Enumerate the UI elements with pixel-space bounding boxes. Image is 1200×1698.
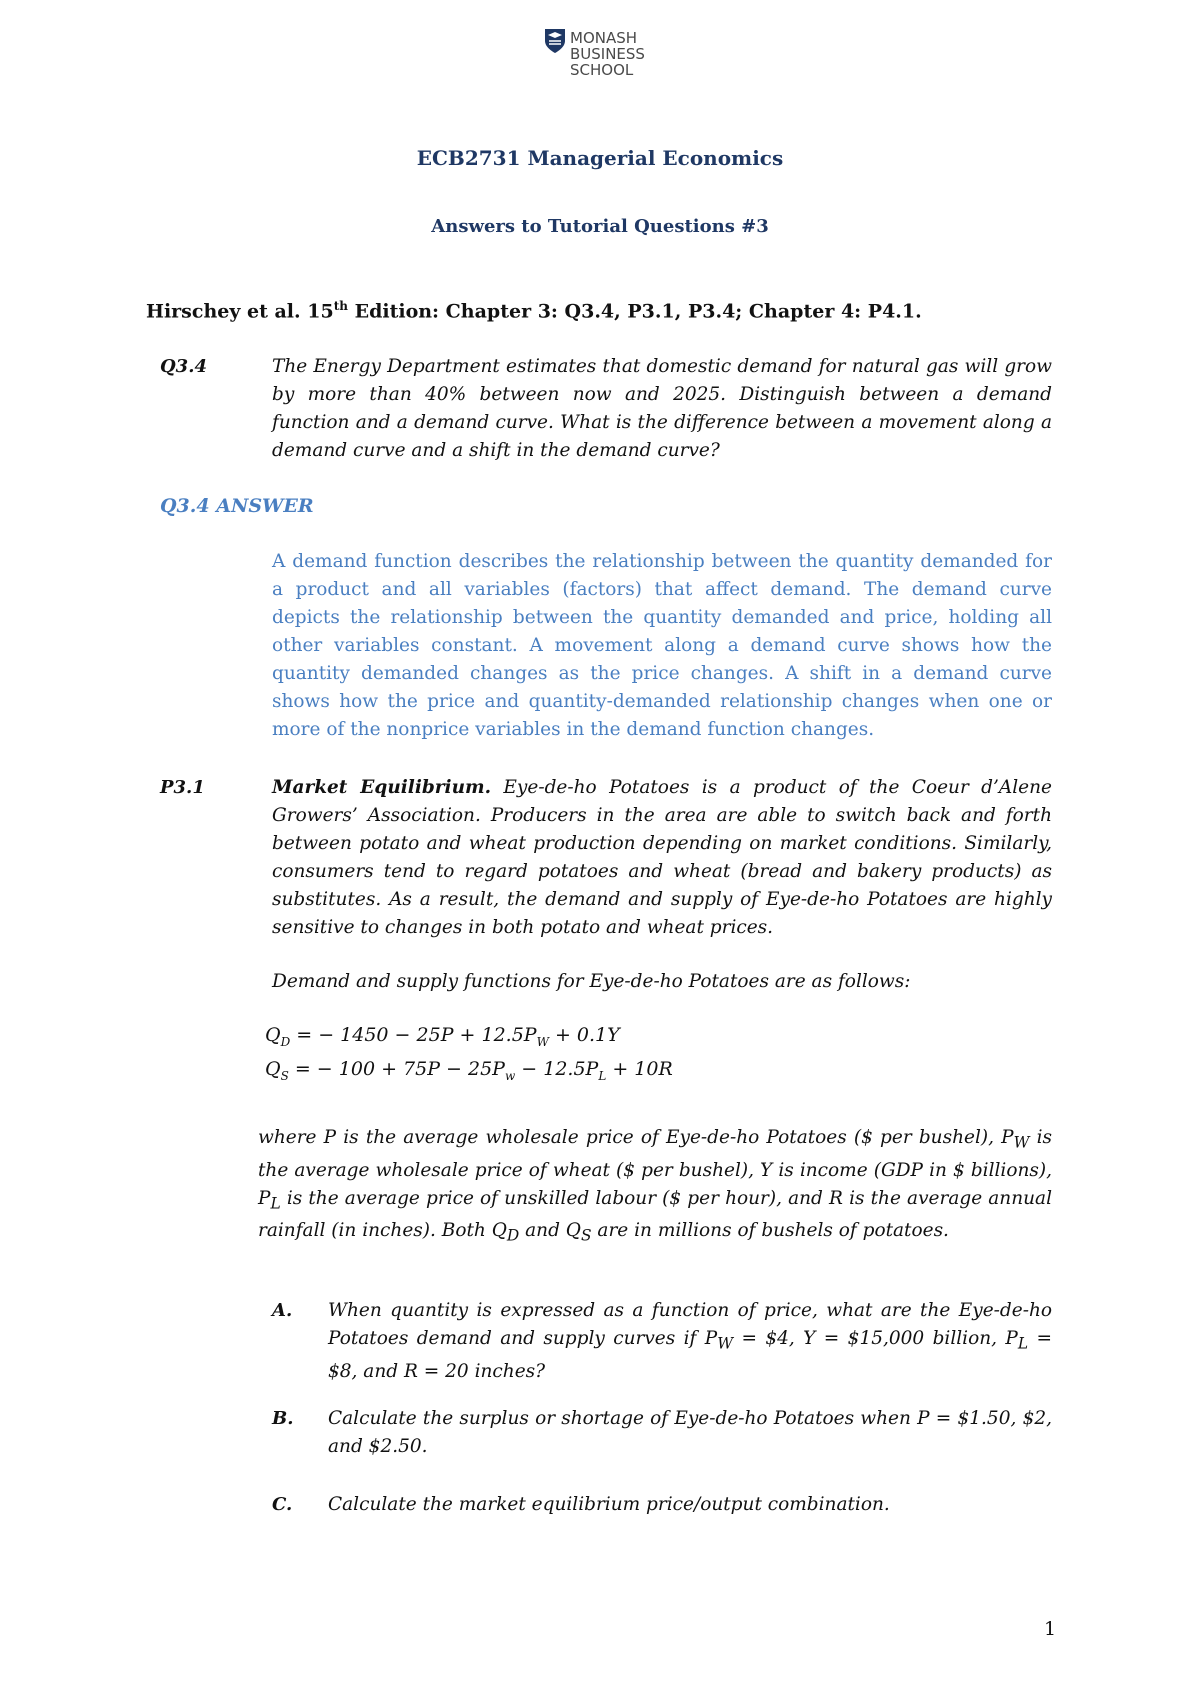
answer-label-q34: Q3.4 ANSWER — [160, 495, 314, 517]
problem-lead-p31: Market Equilibrium. — [272, 777, 492, 798]
monash-logo — [544, 28, 645, 78]
chapter-reference-sup: th — [333, 299, 348, 313]
eq-q: Q — [265, 1024, 281, 1046]
item-text-a: When quantity is expressed as a function of price, what are the Eye-de-ho Potatoes demand and supply curves if $P_W$ = $4, Y = $15,000 billion, $P_L$ = $8, and R = 20 inches? — [328, 1300, 1052, 1382]
logo-line-3: SCHOOL — [570, 61, 634, 79]
problem-text-p31 — [272, 774, 1052, 942]
eq-pw-sub: w — [504, 1068, 516, 1083]
eq-q: Q — [265, 1058, 281, 1080]
item-label-b: B. — [272, 1408, 294, 1429]
eq-pl-sub: L — [598, 1068, 607, 1083]
item-label-a: A. — [272, 1300, 293, 1321]
item-label-c: C. — [272, 1494, 293, 1515]
document-title: ECB2731 Managerial Economics — [416, 146, 784, 170]
problem-label-p31: P3.1 — [160, 777, 205, 798]
eq-rhs1: = − 100 + 75P − 25P — [288, 1058, 505, 1080]
eq-rhs3: + 10R — [606, 1058, 673, 1080]
item-text-c: Calculate the market equilibrium price/output combination. — [328, 1494, 890, 1515]
question-text-q34: The Energy Department estimates that domestic demand for natural gas will grow by more than 40% between now and 2025. Distinguish between a demand function and a demand curve. What is the difference between a movement along a demand curve and a shift in the demand curve? — [272, 356, 1052, 461]
functions-intro: Demand and supply functions for Eye-de-ho Potatoes are as follows: — [272, 971, 911, 992]
question-label-q34: Q3.4 — [160, 356, 207, 377]
variable-definitions: where P is the average wholesale price of Eye-de-ho Potatoes ($ per bushel), $P_W$ is the average wholesale price of wheat ($ per bushel), Y is income (GDP in $ billions), $P_L$ is the average price of unskilled labour ($ per hour), and R is the average annual rainfall (in inches). Both $Q_D$ and $Q_S$ are in millions of bushels of potatoes. — [258, 1127, 1052, 1246]
supply-equation — [265, 1058, 673, 1083]
problem-body-p31: Eye-de-ho Potatoes is a product of the Coeur d’Alene Growers’ Association. Producers in the area are able to switch back and forth between potato and wheat production depending on market conditions. Similarly, consumers tend to regard potatoes and wheat (bread and bakery products) as substitutes. As a result, the demand and supply of Eye-de-ho Potatoes are highly sensitive to changes in both potato and wheat prices. — [272, 777, 1052, 938]
eq-rhs1: = − 1450 − 25P + 12.5P — [290, 1024, 537, 1046]
page-number: 1 — [1044, 1618, 1057, 1640]
eq-q-sub: D — [280, 1034, 291, 1049]
eq-rhs2: + 0.1Y — [548, 1024, 620, 1046]
logo-text — [570, 30, 645, 78]
answer-text-q34: A demand function describes the relationship between the quantity demanded for a product and all variables (factors) that affect demand. The demand curve depicts the relationship between the quantity demanded and price, holding all other variables constant. A movement along a demand curve shows how the quantity demanded changes as the price changes. A shift in a demand curve shows how the price and quantity-demanded relationship changes when one or more of the nonprice variables in the demand function changes. — [272, 551, 1052, 740]
eq-pw-sub: W — [536, 1034, 549, 1049]
item-text-b: Calculate the surplus or shortage of Eye-de-ho Potatoes when P = $1.50, $2, and $2.50. — [328, 1408, 1052, 1457]
document-subtitle: Answers to Tutorial Questions #3 — [431, 216, 769, 237]
demand-equation — [265, 1024, 620, 1049]
eq-rhs2: − 12.5P — [515, 1058, 599, 1080]
chapter-reference-prefix: Hirschey et al. 15 — [146, 300, 334, 323]
crest-icon — [544, 28, 566, 54]
chapter-reference-suffix: Edition: Chapter 3: Q3.4, P3.1, P3.4; Chapter 4: P4.1. — [347, 300, 922, 323]
logo-line-1: MONASH — [570, 29, 638, 47]
logo-line-2: BUSINESS — [570, 45, 645, 63]
chapter-reference — [146, 299, 922, 322]
eq-q-sub: S — [280, 1068, 289, 1083]
